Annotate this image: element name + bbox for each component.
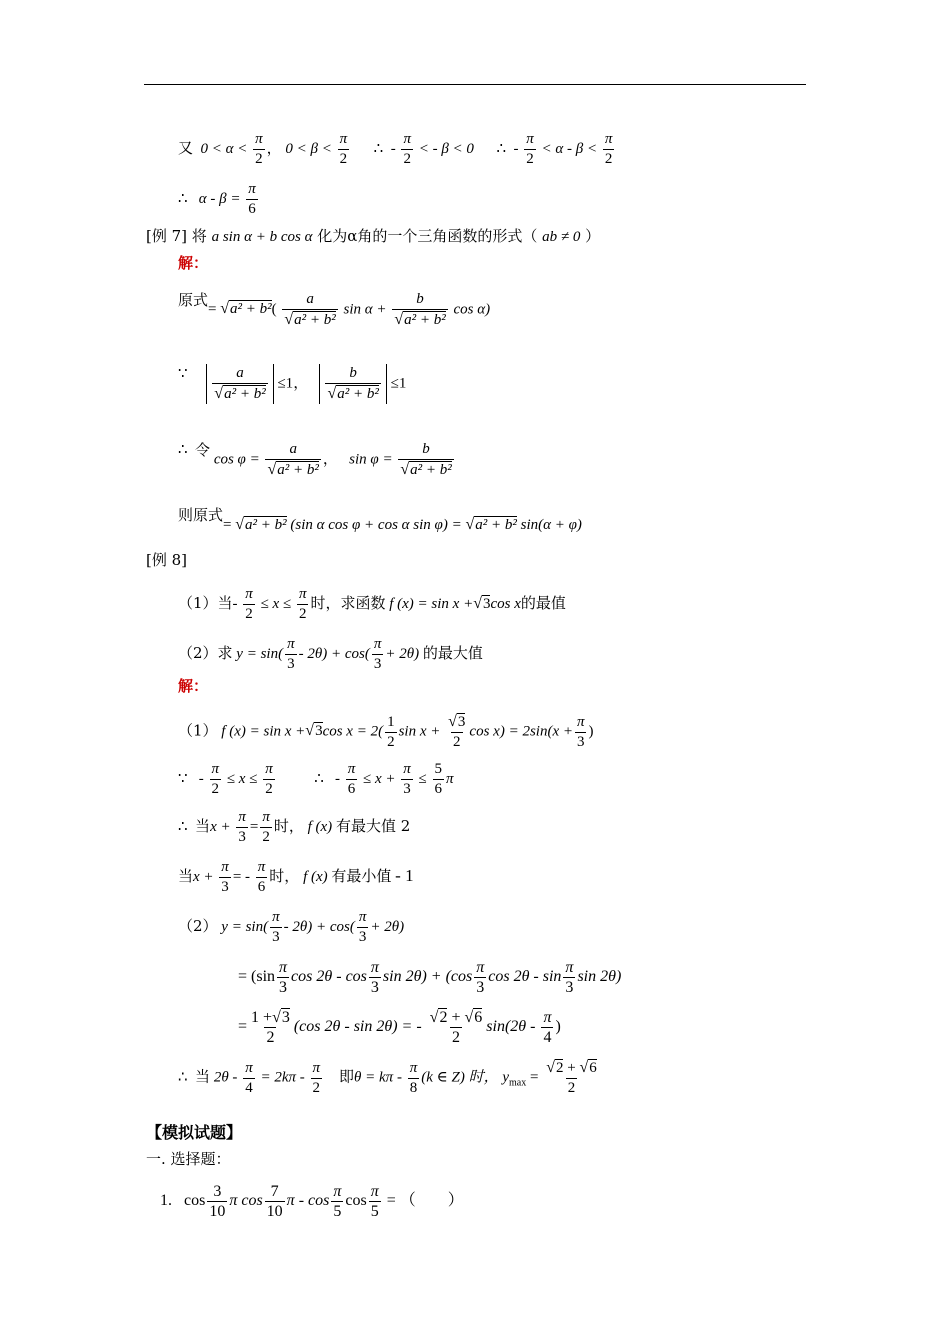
- expr-part: + 2θ): [370, 918, 405, 935]
- denominator: 3: [279, 979, 288, 996]
- denominator: 2: [403, 151, 411, 167]
- sqrt: √3: [448, 713, 466, 730]
- sqrt: √a² + b²: [327, 385, 379, 402]
- when-word: 当: [178, 866, 194, 885]
- minus-sign: -: [390, 140, 396, 157]
- function: f (x) = sin x +: [221, 723, 306, 740]
- ex7-expr: a sin α + b cos α: [211, 229, 313, 245]
- therefore-symbol: ∴: [314, 770, 324, 787]
- radicand: a² + b²: [475, 517, 517, 533]
- solution-label: 解：: [178, 677, 209, 695]
- min-text: 有最小值: [331, 866, 392, 885]
- cond-alpha: 0 < α <: [200, 140, 248, 157]
- numerator: a: [306, 291, 314, 307]
- abs-value: [206, 364, 273, 404]
- ex7-line-4: [178, 505, 582, 533]
- numerator: π: [221, 859, 229, 875]
- cos-phi: cos φ =: [213, 451, 260, 468]
- min-value: - 1: [395, 865, 414, 885]
- radicand: 3: [457, 714, 466, 730]
- answer-blank: = （ ）: [386, 1192, 464, 1210]
- numerator: π: [287, 636, 295, 652]
- denominator: 2: [526, 151, 534, 167]
- denominator: 3: [565, 979, 574, 996]
- numerator: b: [422, 441, 430, 457]
- denominator: 6: [347, 781, 356, 797]
- fraction: [474, 958, 486, 997]
- result: sin(α + φ): [520, 517, 582, 533]
- expansion: (sin α cos φ + cos α sin φ) =: [290, 517, 462, 533]
- denominator: 2: [255, 151, 263, 167]
- denominator: 3: [403, 781, 411, 797]
- sqrt: √3: [272, 1009, 290, 1026]
- denominator: 4: [543, 1029, 552, 1046]
- expr-part: - 2θ) + cos(: [298, 645, 370, 662]
- question-end: 的最大值: [422, 643, 483, 662]
- fraction: [270, 908, 282, 947]
- expr-part: sin(2θ -: [486, 1018, 536, 1036]
- fraction: [260, 808, 272, 847]
- fraction: [256, 858, 268, 897]
- radicand: a² + b²: [404, 312, 446, 328]
- expr-part: cos: [184, 1192, 206, 1210]
- radicand: 6: [589, 1060, 597, 1076]
- fraction: [428, 1008, 485, 1047]
- denominator: 2: [266, 1029, 275, 1046]
- expr-part: + 2θ): [385, 645, 420, 662]
- fraction: [433, 760, 445, 799]
- radicand: a² + b²: [245, 517, 287, 533]
- numerator: b: [416, 291, 424, 307]
- expr-part: cos: [345, 1192, 367, 1210]
- numerator: b: [349, 365, 357, 381]
- denominator: 2: [262, 829, 270, 845]
- sol-line-7: [238, 1008, 561, 1047]
- fraction: [401, 760, 413, 799]
- separator: ，: [293, 375, 309, 392]
- ex7-line-4-expr: [223, 517, 582, 533]
- sol-line-5: [178, 908, 404, 947]
- fraction: [325, 364, 380, 404]
- function: f (x): [303, 868, 328, 885]
- sqrt: √a² + b²: [214, 385, 266, 402]
- ex7-line-2: [178, 364, 406, 404]
- fraction: [207, 1182, 227, 1221]
- plus: +: [567, 1060, 576, 1076]
- fraction: [212, 364, 267, 404]
- radicand: a² + b²: [294, 312, 336, 328]
- numerator: π: [272, 909, 280, 925]
- numerator: π: [265, 761, 273, 777]
- le-one: ≤1: [277, 375, 294, 392]
- y-symbol: y: [502, 1069, 509, 1086]
- fraction: [219, 858, 231, 897]
- sol-line-6: [238, 958, 621, 997]
- fraction: [253, 130, 265, 169]
- fraction: [263, 760, 275, 799]
- range: ≤ x +: [363, 770, 396, 787]
- question-end: 的最值: [520, 593, 566, 612]
- denominator: 3: [373, 656, 382, 672]
- expr-part: θ = kπ -: [354, 1069, 402, 1086]
- numerator: π: [576, 713, 585, 730]
- minus-sign: -: [335, 770, 340, 787]
- expr-part: sin 2θ) + (cos: [382, 968, 473, 986]
- header-rule: [144, 84, 806, 85]
- sqrt: √3: [305, 722, 323, 740]
- therefore-symbol: ∴: [178, 442, 188, 458]
- function: f (x) = sin x +: [389, 595, 474, 612]
- fraction: [311, 1059, 323, 1098]
- denominator: 3: [576, 733, 585, 750]
- numerator: π: [358, 909, 367, 925]
- denominator: 3: [272, 929, 280, 945]
- expr-part: sin 2θ): [577, 968, 622, 986]
- example-8-heading: [例 8]: [146, 551, 188, 569]
- denominator: 2: [451, 1029, 460, 1046]
- cond-neg-beta: < - β < 0: [418, 140, 474, 157]
- expr-part: π cos: [229, 1192, 263, 1210]
- sqrt: √a² + b²: [284, 311, 336, 328]
- question-number: （2）求: [178, 643, 233, 662]
- expr-part: cos 2θ - cos: [291, 968, 367, 986]
- fraction: [210, 760, 222, 799]
- fraction: [243, 1059, 255, 1098]
- fraction: [236, 808, 248, 847]
- ex7-line-1: [178, 290, 490, 330]
- numerator: π: [526, 131, 534, 147]
- question-text: 时，求函数: [310, 593, 386, 612]
- fraction: [246, 180, 258, 219]
- radicand: a² + b²: [410, 462, 452, 478]
- open-paren: (: [271, 301, 277, 318]
- radicand: 6: [474, 1009, 483, 1026]
- fraction: [385, 713, 397, 752]
- expr-part: x +: [193, 868, 214, 885]
- ex8-question-1: [178, 585, 566, 624]
- sqrt: √a² + b²: [267, 461, 319, 478]
- minus-sign: -: [198, 770, 204, 787]
- sin-phi: sin φ =: [349, 451, 393, 468]
- line-prefix: 原式: [178, 291, 209, 309]
- equals: =: [529, 1069, 539, 1086]
- ex7-cond: ab ≠ 0: [542, 229, 581, 245]
- denominator: 3: [238, 829, 246, 845]
- cos-term: cos α): [453, 301, 491, 318]
- therefore-symbol: ∴: [178, 190, 188, 207]
- denominator: 2: [453, 734, 461, 750]
- sin-term: sin α +: [343, 301, 387, 318]
- radicand: a² + b²: [230, 301, 272, 318]
- range: ≤ x ≤: [260, 595, 292, 612]
- denominator: 10: [266, 1203, 283, 1220]
- denominator: 2: [245, 606, 253, 622]
- numerator: π: [262, 809, 270, 825]
- expr-part: cos x = 2(: [322, 723, 384, 740]
- solution-label: 解：: [178, 254, 209, 272]
- sqrt: √a² + b²: [400, 461, 452, 478]
- sqrt: √a² + b²: [220, 300, 272, 318]
- sqrt: √6: [464, 1009, 483, 1026]
- numerator: π: [312, 1059, 321, 1076]
- sqrt: √a² + b²: [394, 311, 446, 328]
- fraction: [282, 290, 337, 330]
- line-prefix: 则原式: [178, 506, 224, 524]
- numerator: π: [409, 1059, 418, 1076]
- radicand: 3: [482, 595, 491, 612]
- numerator: π: [565, 959, 574, 976]
- numerator: π: [257, 859, 266, 875]
- ex7-close: ）: [585, 227, 601, 245]
- fraction: [372, 635, 384, 674]
- when-word: 当: [195, 816, 211, 835]
- denominator: 2: [312, 1079, 320, 1096]
- result-expr: α - β =: [198, 190, 241, 207]
- sol-line-8: [178, 1058, 601, 1098]
- denominator: 5: [370, 1203, 379, 1220]
- fraction: [392, 290, 447, 330]
- fraction: [338, 130, 350, 169]
- time-word: 时，: [269, 866, 300, 885]
- denominator: 3: [358, 929, 367, 945]
- therefore-symbol: ∴: [178, 818, 188, 835]
- fraction: [357, 908, 369, 947]
- denominator: 10: [209, 1203, 226, 1220]
- denominator: 6: [248, 201, 256, 217]
- equals: =: [238, 1018, 248, 1036]
- fraction: [446, 712, 467, 752]
- pi-symbol: π: [446, 770, 454, 787]
- example-7-heading: [146, 226, 600, 247]
- numerator: π: [255, 131, 263, 147]
- when-word: 当: [195, 1067, 211, 1086]
- denominator: 3: [370, 979, 379, 996]
- function: f (x): [307, 818, 333, 835]
- because-symbol: ∵: [178, 770, 188, 787]
- therefore-symbol: ∴: [178, 1069, 188, 1086]
- numerator: π: [373, 636, 382, 652]
- numerator: π: [298, 586, 307, 602]
- time-word: 时，: [273, 816, 304, 835]
- numerator: a: [236, 365, 244, 381]
- numerator: π: [279, 959, 288, 976]
- denominator: 8: [409, 1079, 418, 1096]
- equals: =: [249, 818, 259, 835]
- fraction: [243, 585, 255, 624]
- numerator: π: [238, 809, 246, 825]
- radicand: 3: [281, 1009, 290, 1026]
- denominator: 5: [333, 1203, 342, 1220]
- fraction: [265, 440, 320, 480]
- expr-part: = 2kπ -: [260, 1069, 305, 1086]
- denominator: 2: [298, 606, 307, 622]
- minus-sign: -: [232, 595, 238, 612]
- equals: =: [208, 301, 217, 318]
- numerator: π: [403, 761, 411, 777]
- fraction: [575, 713, 587, 752]
- plus: +: [451, 1009, 461, 1026]
- function: y = sin(: [221, 918, 269, 935]
- le-one: ≤1: [390, 375, 407, 392]
- numerator: π: [543, 1009, 552, 1026]
- fraction: [297, 585, 309, 624]
- separator: ，: [266, 140, 282, 157]
- numerator: π: [347, 761, 356, 777]
- denominator: 2: [567, 1080, 576, 1096]
- sqrt: √2: [429, 1009, 448, 1026]
- numerator: π: [476, 959, 485, 976]
- denominator: 2: [211, 781, 220, 797]
- sqrt: √6: [579, 1059, 597, 1076]
- denominator: 4: [245, 1079, 253, 1096]
- function: y = sin(: [236, 645, 284, 662]
- expr-part: = (sin: [238, 968, 276, 986]
- radicand: 3: [315, 723, 323, 740]
- therefore-symbol: ∴: [373, 140, 384, 157]
- numerator: 7: [270, 1183, 279, 1200]
- denominator: 3: [287, 656, 295, 672]
- expr-part: (k ∈ Z) 时，: [421, 1069, 499, 1086]
- le-sign: ≤: [418, 770, 427, 787]
- expr-part: 2θ -: [213, 1069, 238, 1086]
- ex7-line-3: [178, 440, 456, 480]
- numerator: 5: [434, 761, 443, 777]
- denominator: 6: [257, 879, 266, 895]
- cos-term: cos x: [490, 595, 521, 612]
- range: ≤ x ≤: [226, 770, 258, 787]
- numerator: 3: [213, 1183, 222, 1200]
- expr-part: cos x) = 2sin(x +: [469, 723, 573, 740]
- fraction: [331, 1182, 343, 1221]
- numerator: π: [248, 181, 256, 197]
- question-1: [160, 1182, 464, 1221]
- sol-line-3: [178, 808, 410, 847]
- section-heading: 一. 选择题：: [146, 1150, 231, 1168]
- cond-beta: 0 < β <: [285, 140, 332, 157]
- fraction: [401, 130, 413, 169]
- sqrt: √a² + b²: [465, 516, 517, 533]
- expr-part: x +: [210, 818, 231, 835]
- close-paren: ): [555, 1018, 561, 1036]
- ex8-question-2: [178, 635, 483, 674]
- radicand: 2: [439, 1009, 448, 1026]
- fraction: [249, 1008, 292, 1047]
- fraction: [369, 1182, 381, 1221]
- close-paren: ): [588, 723, 594, 740]
- sqrt: √2: [546, 1059, 564, 1076]
- sol-line-1: [178, 712, 594, 752]
- numerator: π: [245, 586, 253, 602]
- mock-test-title: 【模拟试题】: [146, 1123, 243, 1142]
- fraction: [563, 958, 575, 997]
- equals: = -: [232, 868, 251, 885]
- numerator: π: [339, 131, 348, 147]
- because-symbol: ∵: [178, 366, 188, 382]
- denominator: 2: [339, 151, 348, 167]
- fraction: [603, 130, 615, 169]
- numerator: π: [403, 131, 411, 147]
- sol-line-4: [178, 858, 414, 897]
- numerator: 1: [387, 713, 395, 730]
- denominator: 3: [476, 979, 485, 996]
- abs-value: [319, 364, 386, 404]
- sqrt: √a² + b²: [235, 516, 287, 533]
- step-number: （2）: [178, 916, 218, 935]
- fraction: [541, 1008, 553, 1047]
- numerator: π: [211, 761, 220, 777]
- max-subscript: max: [509, 1077, 527, 1089]
- label-you: 又: [178, 140, 194, 157]
- num-part: 1 +: [251, 1009, 273, 1026]
- denominator: 3: [221, 879, 229, 895]
- expr-part: cos 2θ - sin: [488, 968, 562, 986]
- question-number: 1.: [160, 1192, 172, 1210]
- numerator: π: [604, 131, 613, 147]
- denominator: 6: [434, 781, 443, 797]
- fraction: [277, 958, 289, 997]
- let-word: 令: [195, 441, 211, 459]
- fraction: [544, 1058, 599, 1098]
- numerator: π: [370, 959, 379, 976]
- fraction: [346, 760, 358, 799]
- expr-part: (cos 2θ - sin 2θ) = -: [293, 1018, 422, 1036]
- example-label: [例 7] 将: [146, 227, 207, 245]
- denominator: 2: [265, 781, 273, 797]
- max-text: 有最大值 2: [335, 816, 411, 835]
- result-line: [178, 180, 260, 219]
- inequality-line: [178, 130, 616, 169]
- radicand: a² + b²: [337, 386, 379, 402]
- sqrt: √3: [473, 594, 491, 612]
- fraction: [398, 440, 453, 480]
- numerator: a: [289, 441, 297, 457]
- ex7-text: 化为α角的一个三角函数的形式（: [317, 227, 538, 245]
- sol-line-2: [178, 760, 454, 799]
- expr-part: - 2θ) + cos(: [283, 918, 355, 935]
- fraction: [408, 1059, 420, 1098]
- expr-part: π - cos: [286, 1192, 330, 1210]
- minus-sign: -: [513, 140, 519, 157]
- numerator: π: [245, 1059, 253, 1076]
- separator: ，: [322, 451, 338, 468]
- fraction: [265, 1182, 285, 1221]
- fraction: [524, 130, 536, 169]
- radicand: a² + b²: [224, 386, 266, 402]
- question-number: （1）当: [178, 593, 233, 612]
- equals: =: [223, 517, 232, 533]
- step-number: （1）: [178, 721, 218, 740]
- denominator: 2: [604, 151, 613, 167]
- therefore-symbol: ∴: [496, 140, 506, 157]
- cond-diff: < α - β <: [541, 140, 598, 157]
- denominator: 2: [387, 733, 395, 750]
- expr-part: sin x +: [398, 723, 441, 740]
- fraction: [285, 635, 297, 674]
- numerator: π: [370, 1183, 379, 1200]
- namely-word: 即: [339, 1067, 355, 1086]
- radicand: a² + b²: [277, 462, 319, 478]
- fraction: [369, 958, 381, 997]
- radicand: 2: [555, 1060, 564, 1076]
- numerator: π: [333, 1183, 342, 1200]
